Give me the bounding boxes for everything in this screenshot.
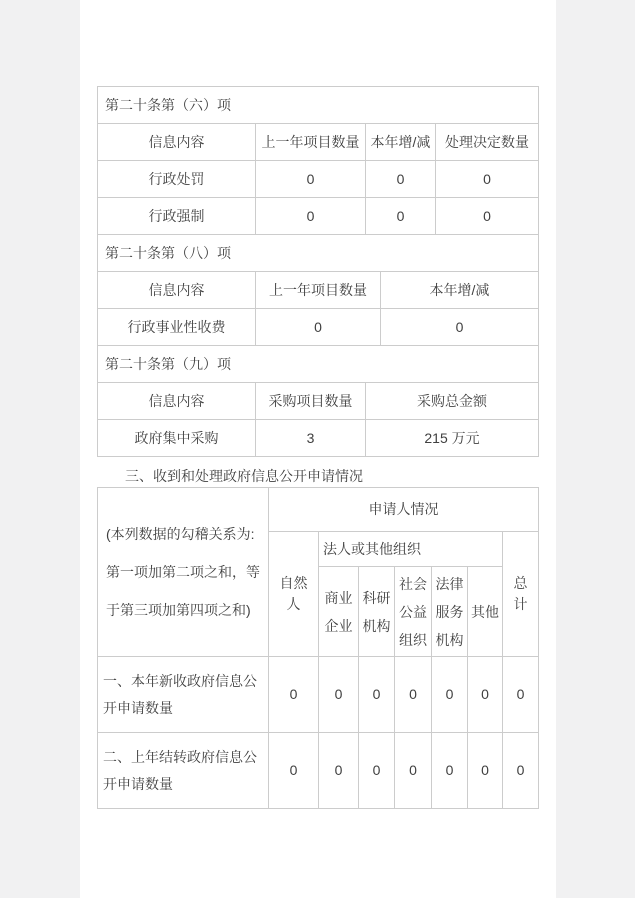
cell-value: 0	[359, 657, 395, 733]
header-row	[98, 124, 539, 161]
article20-item9-table	[97, 345, 539, 457]
section-title-row	[98, 346, 539, 383]
row-label: 二、上年结转政府信息公开申请数量	[98, 733, 269, 809]
item8-header-year-change: 本年增/减	[381, 272, 539, 309]
table-row	[98, 733, 539, 809]
col-header-legal-service-org: 法律服务机构	[432, 567, 468, 657]
header-row	[98, 383, 539, 420]
article20-item8-table	[97, 234, 539, 346]
row-label: 行政事业性收费	[98, 309, 256, 346]
cell-value: 0	[436, 161, 539, 198]
col-header-other: 其他	[468, 567, 503, 657]
item6-title: 第二十条第（六）项	[98, 87, 539, 124]
table-row	[98, 657, 539, 733]
col-header-total: 总计	[503, 532, 539, 657]
cell-value: 0	[381, 309, 539, 346]
cell-value: 0	[319, 657, 359, 733]
item6-header-prev-year-count: 上一年项目数量	[256, 124, 366, 161]
table-row	[98, 420, 539, 457]
document-page	[80, 0, 556, 898]
cell-value: 0	[256, 198, 366, 235]
table-row	[98, 309, 539, 346]
corner-note: (本列数据的勾稽关系为: 第一项加第二项之和，等于第三项加第四项之和)	[98, 488, 269, 657]
row-label: 政府集中采购	[98, 420, 256, 457]
cell-value: 0	[468, 657, 503, 733]
cell-value: 0	[436, 198, 539, 235]
cell-value: 0	[256, 309, 381, 346]
col-header-natural-person: 自然人	[269, 532, 319, 657]
item9-header-procurement-count: 采购项目数量	[256, 383, 366, 420]
cell-value: 0	[366, 198, 436, 235]
item8-header-prev-year-count: 上一年项目数量	[256, 272, 381, 309]
cell-value: 0	[468, 733, 503, 809]
report-content	[80, 0, 556, 809]
item8-header-info-content: 信息内容	[98, 272, 256, 309]
table-row	[98, 198, 539, 235]
applications-table	[97, 487, 539, 809]
table-row	[98, 161, 539, 198]
cell-value: 0	[395, 657, 432, 733]
item9-header-info-content: 信息内容	[98, 383, 256, 420]
col-header-legal-group: 法人或其他组织	[319, 532, 503, 567]
item6-header-info-content: 信息内容	[98, 124, 256, 161]
item8-title: 第二十条第（八）项	[98, 235, 539, 272]
col-header-research-institution: 科研机构	[359, 567, 395, 657]
item9-header-procurement-total: 采购总金额	[366, 383, 539, 420]
item6-header-decision-count: 处理决定数量	[436, 124, 539, 161]
cell-value: 0	[432, 657, 468, 733]
applicant-situation-header: 申请人情况	[269, 488, 539, 532]
cell-value: 0	[269, 657, 319, 733]
header-row	[98, 488, 539, 532]
item6-header-year-change: 本年增/减	[366, 124, 436, 161]
article20-item6-table	[97, 86, 539, 235]
row-label: 行政处罚	[98, 161, 256, 198]
section3-heading: 三、收到和处理政府信息公开申请情况	[125, 468, 363, 484]
cell-value: 0	[432, 733, 468, 809]
cell-value: 3	[256, 420, 366, 457]
section-title-row	[98, 235, 539, 272]
row-label: 行政强制	[98, 198, 256, 235]
cell-value: 0	[359, 733, 395, 809]
row-label: 一、本年新收政府信息公开申请数量	[98, 657, 269, 733]
cell-value: 0	[319, 733, 359, 809]
cell-value: 0	[395, 733, 432, 809]
cell-value: 0	[366, 161, 436, 198]
cell-value: 0	[256, 161, 366, 198]
cell-value: 0	[269, 733, 319, 809]
cell-value: 0	[503, 733, 539, 809]
cell-value: 0	[503, 657, 539, 733]
section-title-row	[98, 87, 539, 124]
header-row	[98, 272, 539, 309]
cell-value: 215 万元	[366, 420, 539, 457]
col-header-commercial-enterprise: 商业企业	[319, 567, 359, 657]
col-header-public-welfare-org: 社会公益组织	[395, 567, 432, 657]
item9-title: 第二十条第（九）项	[98, 346, 539, 383]
